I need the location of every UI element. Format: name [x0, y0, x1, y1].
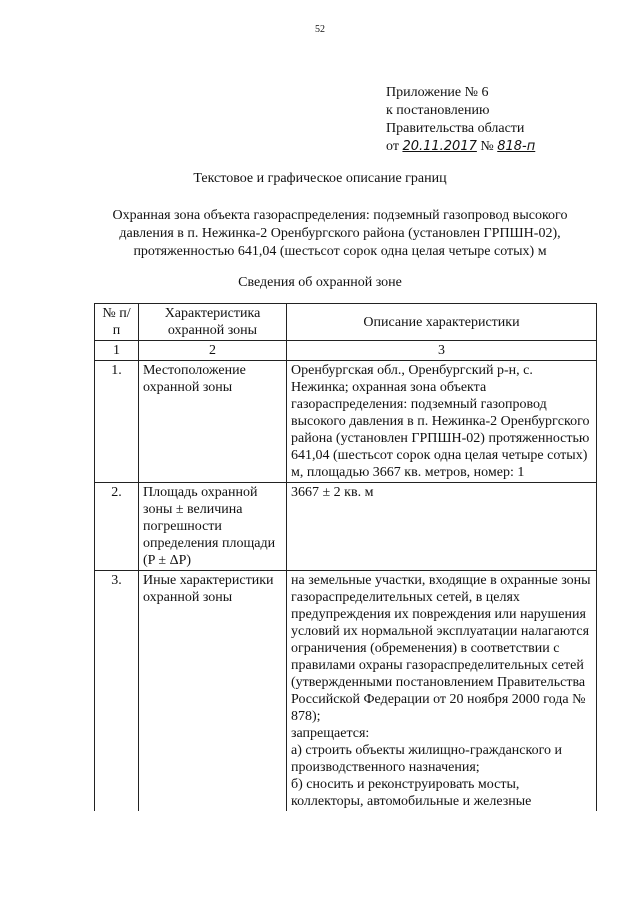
table-row [95, 361, 597, 483]
appendix-block [386, 84, 535, 156]
row-description: на земельные участки, входящие в охранные зоны газораспределительных сетей, в целях предупреждения их повреждения или нарушения условий их нормальной эксплуатации налагаются ограничения (обременения) в соответствии с правилами охраны газораспределительных сетей (утвержденными постановлением Правительства Российской Федерации от 20 ноября 2000 года № 878); [291, 573, 591, 724]
row-number: 1. [95, 361, 139, 483]
row-description: Оренбургская обл., Оренбургский р-н, с. Нежинка; охранная зона объекта газораспределения: подземный газопровод высокого давления в п. Нежинка-2 Оренбургского района (установлен ГРПШН-02) протяженностью 641,04 (шестьсот сорок одна целая четыре сотых) м, площадью 3667 кв. метров, номер: 1 [287, 361, 597, 483]
header-cell-number: № п/п [95, 304, 139, 341]
row-number: 3. [95, 571, 139, 812]
row-description-line: запрещается: [291, 726, 370, 741]
resolution-number: 818-п [497, 139, 536, 154]
appendix-line: к постановлению [386, 103, 490, 118]
row-description-cell [287, 571, 597, 812]
table-row [95, 483, 597, 571]
row-description-line: а) строить объекты жилищно-гражданского и производственного назначения; [291, 743, 562, 775]
column-number: 2 [139, 341, 287, 361]
header-cell-description: Описание характеристики [287, 304, 597, 341]
row-name: Иные характеристики охранной зоны [139, 571, 287, 812]
table-row [95, 571, 597, 812]
document-subject: Охранная зона объекта газораспределения: подземный газопровод высокого давления в п. Нежинка-2 Оренбургского района (установлен ГРПШН-02), протяженностью 641,04 (шестьсот сорок одна целая четыре сотых) м [112, 208, 568, 259]
resolution-date: 20.11.2017 [402, 139, 477, 154]
appendix-date-line [386, 138, 535, 156]
row-name: Площадь охранной зоны ± величина погрешности определения площади (P ± ΔP) [139, 483, 287, 571]
column-number: 3 [287, 341, 597, 361]
appendix-line: Правительства области [386, 121, 525, 136]
from-label: от [386, 139, 399, 154]
appendix-line: Приложение № 6 [386, 85, 489, 100]
row-description-line: б) сносить и реконструировать мосты, коллекторы, автомобильные и железные [291, 777, 532, 809]
row-description: 3667 ± 2 кв. м [287, 483, 597, 571]
row-number: 2. [95, 483, 139, 571]
page-number: 52 [315, 24, 325, 35]
table-header-row [95, 304, 597, 341]
row-name: Местоположение охранной зоны [139, 361, 287, 483]
column-number: 1 [95, 341, 139, 361]
header-cell-name: Характеристика охранной зоны [139, 304, 287, 341]
number-label: № [480, 139, 494, 154]
section-title: Сведения об охранной зоне [238, 275, 402, 290]
document-title: Текстовое и графическое описание границ [193, 171, 447, 186]
zone-info-table [94, 303, 597, 811]
column-number-row [95, 341, 597, 361]
